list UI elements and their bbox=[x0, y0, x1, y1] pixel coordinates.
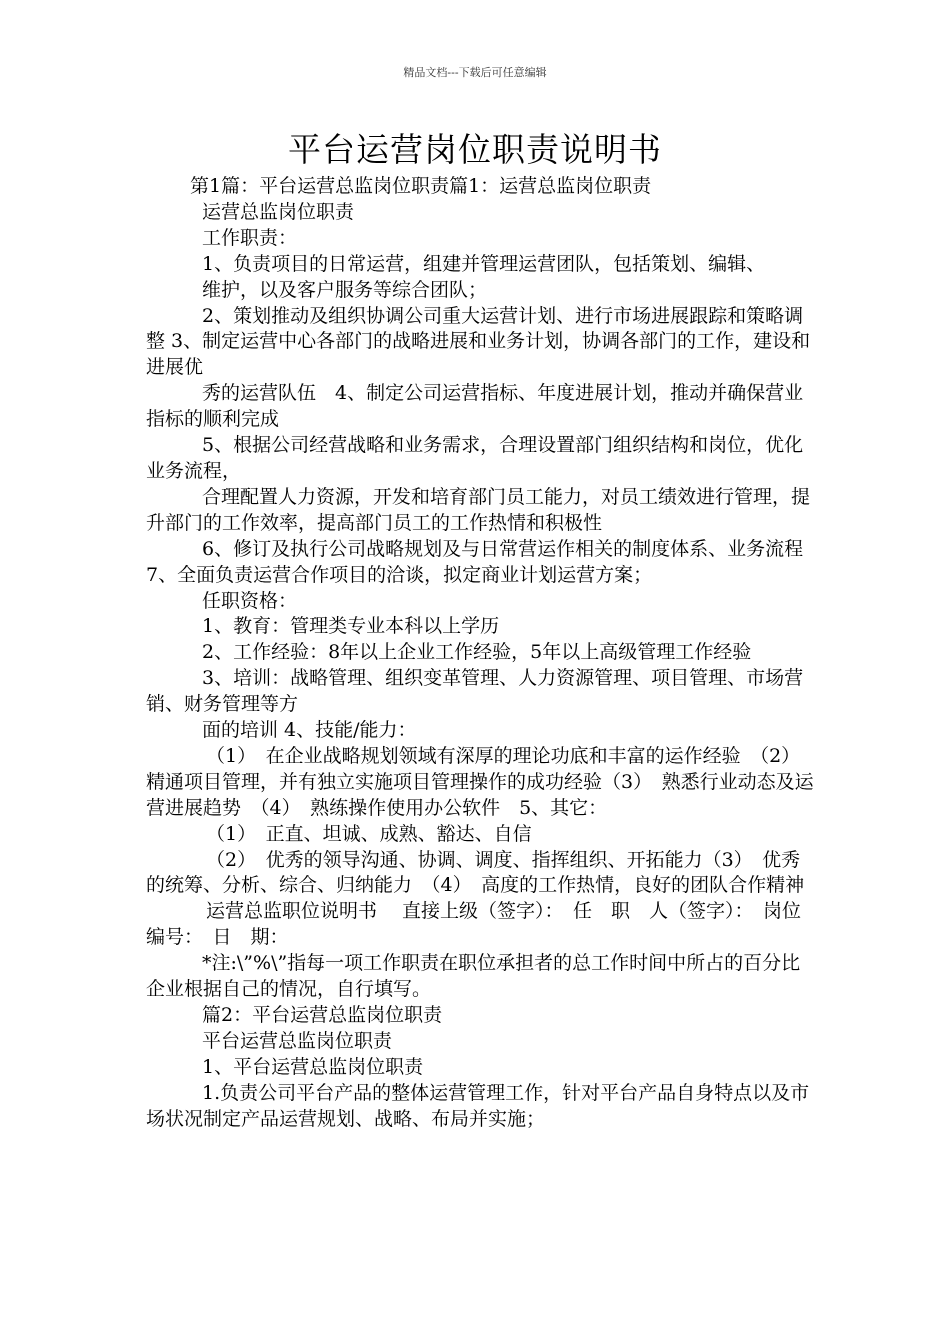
paragraph: 1、教育：管理类专业本科以上学历 bbox=[202, 615, 500, 638]
paragraph: 篇2：平台运营总监岗位职责 bbox=[202, 1004, 443, 1026]
paragraph: （1） 正直、坦诚、成熟、豁达、自信 bbox=[206, 822, 532, 845]
document-title: 平台运营岗位职责说明书 bbox=[288, 130, 662, 169]
paragraph: 运营总监职位说明书 直接上级（签字）： 任 职 人（签字）： 岗位编号： 日 期： bbox=[146, 900, 802, 949]
paragraph: 5、根据公司经营战略和业务需求，合理设置部门组织结构和岗位，优化业务流程， bbox=[146, 434, 804, 482]
paragraph: 面的培训 4、技能/能力： bbox=[202, 719, 417, 742]
paragraph: 合理配置人力资源，开发和培育部门员工能力，对员工绩效进行管理，提升部门的工作效率，提高部门员工的工作热情和积极性 bbox=[146, 485, 811, 534]
paragraph: 维护，以及客户服务等综合团队； bbox=[202, 278, 488, 301]
paragraph: 3、培训：战略管理、组织变革管理、人力资源管理、项目管理、市场营销、财务管理等方 bbox=[146, 667, 804, 716]
paragraph: *注:\”%\”指每一项工作职责在职位承担者的总工作时间中所占的百分比企业根据自己的情况，自行填写。 bbox=[146, 952, 801, 1001]
page-header-note: 精品文档---下载后可任意编辑 bbox=[403, 66, 547, 79]
paragraph: 2、工作经验：8年以上企业工作经验，5年以上高级管理工作经验 bbox=[202, 641, 752, 664]
paragraph: 1、负责项目的日常运营，组建并管理运营团队，包括策划、编辑、 bbox=[202, 252, 766, 275]
paragraph: 1、平台运营总监岗位职责 bbox=[202, 1055, 424, 1078]
paragraph: （2） 优秀的领导沟通、协调、调度、指挥组织、开拓能力（3） 优秀的统筹、分析、综合、归纳能力 （4） 高度的工作热情，良好的团队合作精神 bbox=[146, 848, 805, 897]
paragraph: 秀的运营队伍 4、制定公司运营指标、年度进展计划，推动并确保营业指标的顺利完成 bbox=[146, 382, 804, 431]
paragraph: 工作职责： bbox=[202, 226, 298, 249]
paragraph: 2、策划推动及组织协调公司重大运营计划、进行市场进展跟踪和策略调整 3、制定运营中心各部门的战略进展和业务计划，协调各部门的工作，建设和进展优 bbox=[146, 304, 811, 379]
document-body bbox=[146, 174, 814, 1133]
paragraph: 任职资格： bbox=[202, 589, 298, 612]
paragraph: 平台运营总监岗位职责 bbox=[202, 1029, 393, 1052]
paragraph: （1） 在企业战略规划领域有深厚的理论功底和丰富的运作经验 （2） 精通项目管理，并有独立实施项目管理操作的成功经验（3） 熟悉行业动态及运营进展趋势 （4） 熟练操作使用办公软件 5、其它： bbox=[146, 744, 814, 819]
paragraph: 第1篇：平台运营总监岗位职责篇1：运营总监岗位职责 bbox=[190, 175, 652, 197]
paragraph: 6、修订及执行公司战略规划及与日常营运作相关的制度体系、业务流程 7、全面负责运营合作项目的洽谈，拟定商业计划运营方案； bbox=[146, 537, 804, 586]
paragraph: 运营总监岗位职责 bbox=[202, 200, 355, 223]
paragraph: 1.负责公司平台产品的整体运营管理工作，针对平台产品自身特点以及市场状况制定产品运营规划、战略、布局并实施； bbox=[146, 1081, 810, 1130]
